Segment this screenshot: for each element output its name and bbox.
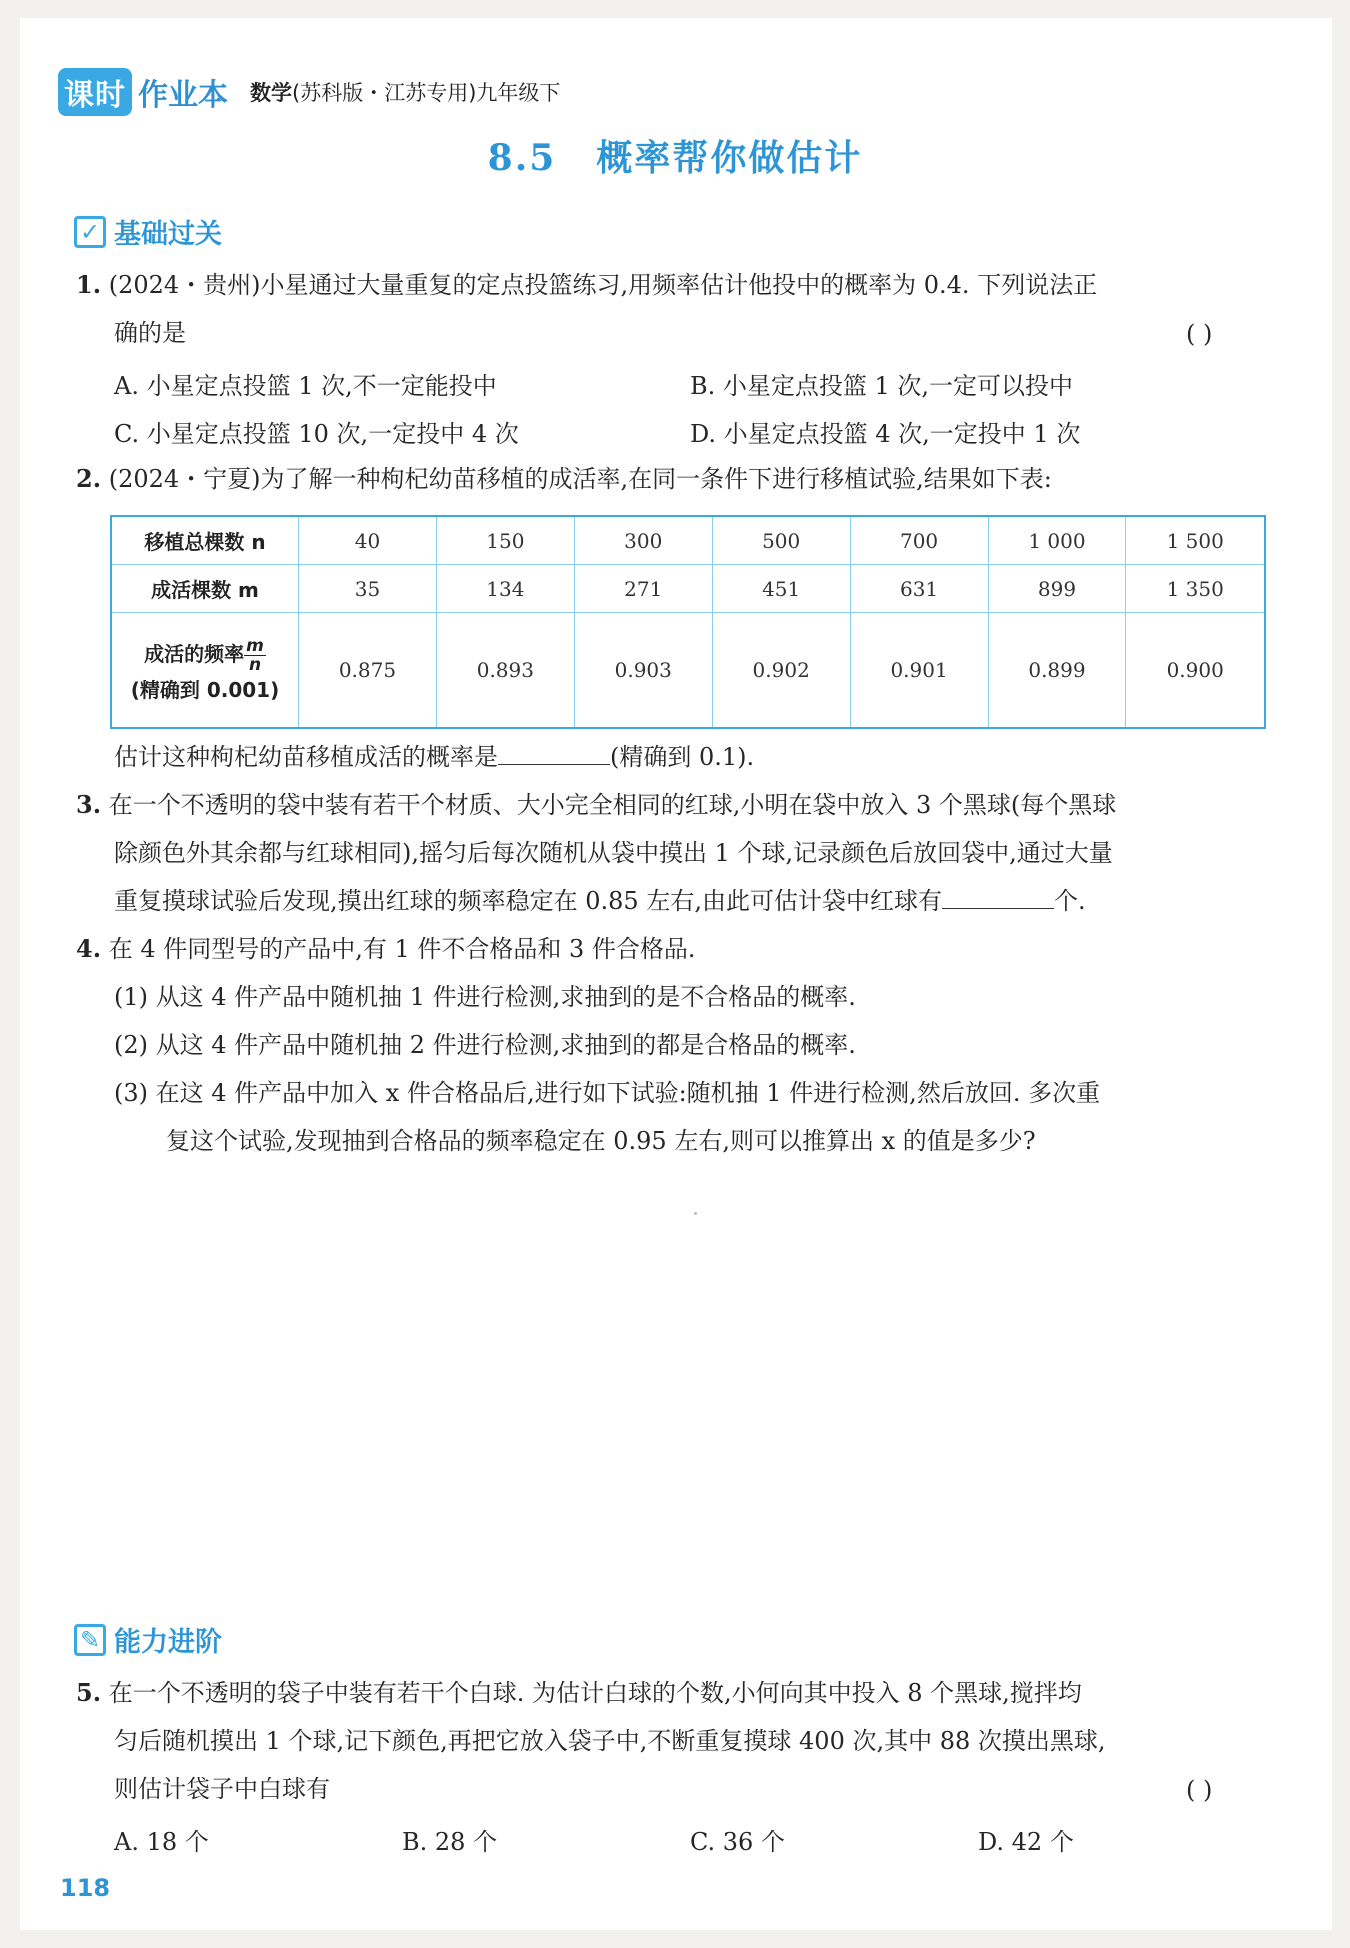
q3-line2: 除颜色外其余都与红球相同),摇匀后每次随机从袋中摸出 1 个球,记录颜色后放回袋中,通过大量 xyxy=(114,839,1113,867)
section-basic-header xyxy=(74,212,222,251)
q5-option-b: B. 28 个 xyxy=(402,1828,498,1856)
q5-stem: 在一个不透明的袋子中装有若干个白球. 为估计白球的个数,小何向其中投入 8 个黑球,搅拌均 xyxy=(108,1679,1082,1707)
q5-option-a: A. 18 个 xyxy=(114,1828,209,1856)
section-advanced-header xyxy=(74,1620,222,1659)
q1-option-a: A. 小星定点投篮 1 次,不一定能投中 xyxy=(114,372,497,400)
q5-line1 xyxy=(76,1676,1082,1710)
table-row xyxy=(111,565,1265,613)
page-number: 118 xyxy=(60,1874,111,1902)
logo-text: 作业本 xyxy=(138,78,228,113)
q1-option-b: B. 小星定点投篮 1 次,一定可以投中 xyxy=(690,372,1074,400)
q1-answer-paren: ( ) xyxy=(1186,320,1213,348)
table-cell: 1 500 xyxy=(1126,516,1265,565)
edition-label: (苏科版・江苏专用)九年级下 xyxy=(292,81,561,105)
section-number: 8.5 xyxy=(487,137,557,179)
q1-number: 1. xyxy=(76,270,102,299)
table-cell: 0.893 xyxy=(436,613,574,729)
table-cell: 35 xyxy=(299,565,437,613)
q1-line2: 确的是 xyxy=(114,319,186,347)
row-label-n: 移植总棵数 n xyxy=(111,516,299,565)
answer-blank[interactable] xyxy=(498,740,610,765)
q3-line3 xyxy=(114,884,1086,918)
q5-option-d: D. 42 个 xyxy=(978,1828,1074,1856)
q2-line1 xyxy=(76,462,1052,496)
table-cell: 0.899 xyxy=(988,613,1126,729)
fraction-numerator: m xyxy=(246,636,264,656)
table-cell: 631 xyxy=(850,565,988,613)
q2-question-text: 估计这种枸杞幼苗移植成活的概率是 xyxy=(114,743,498,771)
data-table xyxy=(110,515,1266,729)
q4-sub3-line1: (3) 在这 4 件产品中加入 x 件合格品后,进行如下试验:随机抽 1 件进行检测,然后放回. 多次重 xyxy=(114,1079,1101,1107)
table-cell: 1 000 xyxy=(988,516,1126,565)
stray-dot xyxy=(694,1212,697,1215)
q4-sub3-line2: 复这个试验,发现抽到合格品的频率稳定在 0.95 左右,则可以推算出 x 的值是多少? xyxy=(166,1127,1036,1155)
page-title xyxy=(0,130,1350,181)
table-row xyxy=(111,516,1265,565)
q2-stem: (2024・宁夏)为了解一种枸杞幼苗移植的成活率,在同一条件下进行移植试验,结果如下表: xyxy=(108,465,1052,493)
section-title: 概率帮你做估计 xyxy=(596,137,863,179)
q2-question-note: (精确到 0.1). xyxy=(610,743,755,771)
table-cell: 0.901 xyxy=(850,613,988,729)
logo-mark: 课时 xyxy=(58,68,132,116)
table-cell: 300 xyxy=(574,516,712,565)
table-cell: 0.900 xyxy=(1126,613,1265,729)
q5-line2: 匀后随机摸出 1 个球,记下颜色,再把它放入袋子中,不断重复摸球 400 次,其中 88 次摸出黑球, xyxy=(114,1727,1106,1755)
q1-option-c: C. 小星定点投篮 10 次,一定投中 4 次 xyxy=(114,420,519,448)
answer-blank[interactable] xyxy=(942,884,1054,909)
book-subtitle xyxy=(250,77,560,107)
fraction-denominator: n xyxy=(248,655,262,675)
q4-sub1: (1) 从这 4 件产品中随机抽 1 件进行检测,求抽到的是不合格品的概率. xyxy=(114,983,856,1011)
table-cell: 1 350 xyxy=(1126,565,1265,613)
q3-stem: 在一个不透明的袋中装有若干个材质、大小完全相同的红球,小明在袋中放入 3 个黑球(每个黑球 xyxy=(108,791,1117,819)
row-label-m: 成活棵数 m xyxy=(111,565,299,613)
q1-stem: (2024・贵州)小星通过大量重复的定点投篮练习,用频率估计他投中的概率为 0.4. 下列说法正 xyxy=(108,271,1098,299)
q4-line1 xyxy=(76,932,696,966)
q2-question xyxy=(114,740,754,774)
row-label-frequency xyxy=(111,613,299,729)
table-cell: 0.875 xyxy=(299,613,437,729)
q4-sub2: (2) 从这 4 件产品中随机抽 2 件进行检测,求抽到的都是合格品的概率. xyxy=(114,1031,856,1059)
table-cell: 899 xyxy=(988,565,1126,613)
q3-line1 xyxy=(76,788,1116,822)
table-cell: 134 xyxy=(436,565,574,613)
q3-line3-text: 重复摸球试验后发现,摸出红球的频率稳定在 0.85 左右,由此可估计袋中红球有 xyxy=(114,887,942,915)
q2-number: 2. xyxy=(76,464,102,493)
checkmark-icon: ✓ xyxy=(74,216,106,248)
table-cell: 271 xyxy=(574,565,712,613)
table-cell: 0.902 xyxy=(712,613,850,729)
book-header xyxy=(58,70,560,114)
q3-line3-end: 个. xyxy=(1053,887,1086,915)
table-cell: 500 xyxy=(712,516,850,565)
q4-stem: 在 4 件同型号的产品中,有 1 件不合格品和 3 件合格品. xyxy=(108,935,696,963)
q5-answer-paren: ( ) xyxy=(1186,1776,1213,1804)
pencil-icon: ✎ xyxy=(74,1624,106,1656)
q1-line1 xyxy=(76,268,1097,302)
q5-number: 5. xyxy=(76,1678,102,1707)
subject-label: 数学 xyxy=(250,81,292,105)
q5-option-c: C. 36 个 xyxy=(690,1828,785,1856)
table-row xyxy=(111,613,1265,729)
q5-line3: 则估计袋子中白球有 xyxy=(114,1775,330,1803)
section-basic-title: 基础过关 xyxy=(114,219,222,250)
table-cell: 40 xyxy=(299,516,437,565)
table-cell: 451 xyxy=(712,565,850,613)
q4-number: 4. xyxy=(76,934,102,963)
table-cell: 150 xyxy=(436,516,574,565)
frequency-label: 成活的频率 xyxy=(144,642,245,666)
table-cell: 0.903 xyxy=(574,613,712,729)
fraction-m-over-n xyxy=(244,637,266,674)
q1-option-d: D. 小星定点投篮 4 次,一定投中 1 次 xyxy=(690,420,1081,448)
q3-number: 3. xyxy=(76,790,102,819)
table-cell: 700 xyxy=(850,516,988,565)
precision-note: (精确到 0.001) xyxy=(130,678,280,702)
section-advanced-title: 能力进阶 xyxy=(114,1627,222,1658)
